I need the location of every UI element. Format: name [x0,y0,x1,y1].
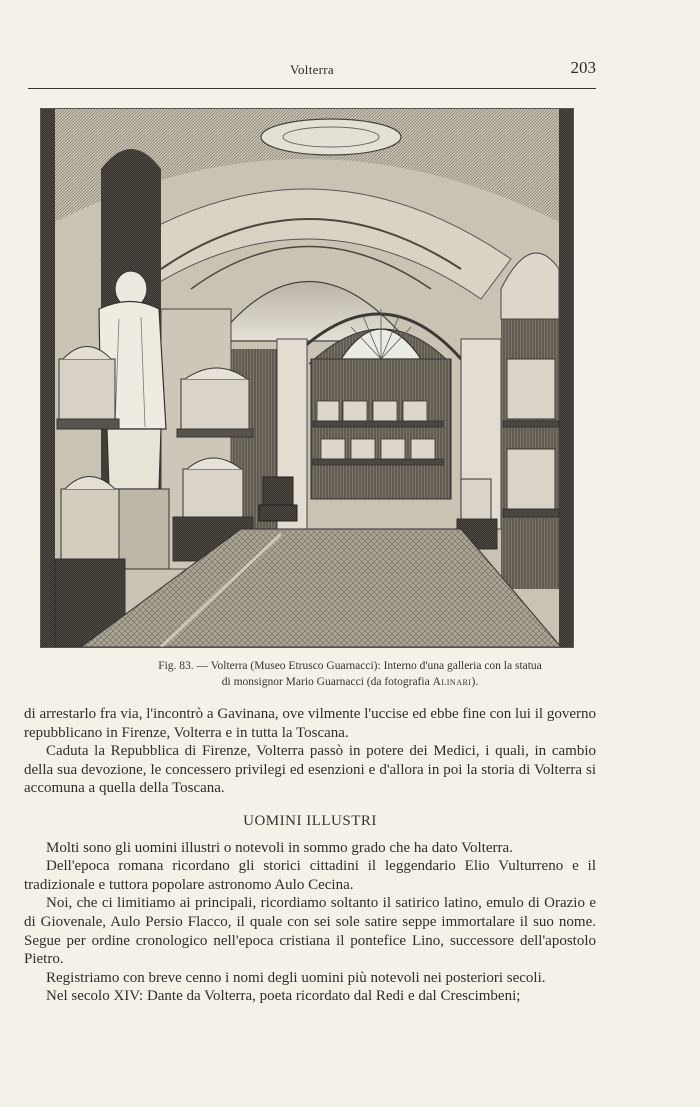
caption-line-2-post: ). [471,676,479,688]
running-head [28,58,596,88]
page-number: 203 [570,58,596,77]
caption-photo-credit: Alinari [432,676,472,688]
paragraph-6: Registriamo con breve cenno i nomi degli uomini più notevoli nei posteriori secoli. [46,969,546,986]
caption-line-2 [40,674,660,690]
paragraph-5: Noi, che ci limitiamo ai principali, ricordiamo soltanto il satirico latino, emulo di Orazio e di Giovenale, Aulo Persio Flacco, il quale con sei sole satire seppe immortalare il suo nome. Segue per ordine cronologico nell'epoca cristiana il pontefice Lino, successore dell'apostolo Pietro. [24,895,596,968]
paragraph-7: Nel secolo XIV: Dante da Volterra, poeta ricordato dal Redi e dal Crescimbeni; [46,988,521,1005]
paragraph-4: Dell'epoca romana ricordano gli storici cittadini il leggendario Elio Vulturreno e il tradizionale e tuttora popolare astronomo Aulo Cecina. [24,858,596,893]
paragraph-3: Molti sono gli uomini illustri o notevoli in sommo grado che ha dato Volterra. [46,839,513,856]
section-heading: UOMINI ILLUSTRI [243,812,377,829]
museum-gallery-engraving [40,108,574,648]
caption-line-2-pre: di monsignor Mario Guarnacci (da fotografia [221,676,433,688]
caption-line-1: Fig. 83. — Volterra (Museo Etrusco Guarnacci): Interno d'una galleria con la statua [158,660,542,672]
engraving-illustration [41,109,573,647]
running-title: Volterra [289,62,335,77]
header-rule [28,88,596,89]
body-text [24,705,596,1006]
paragraph-2: Caduta la Repubblica di Firenze, Volterra passò in potere dei Medici, i quali, in cambio della sua devozione, le concessero privilegi ed esenzioni e d'allora in poi la storia di Volterra si accomuna a quella della Toscana. [24,743,596,797]
paragraph-1: di arrestarlo fra via, l'incontrò a Gavinana, ove vilmente l'uccise ed ebbe fine con lui il governo repubblicano in Firenze, Volterra e in tutta la Toscana. [24,706,596,741]
figure-caption [40,658,660,690]
